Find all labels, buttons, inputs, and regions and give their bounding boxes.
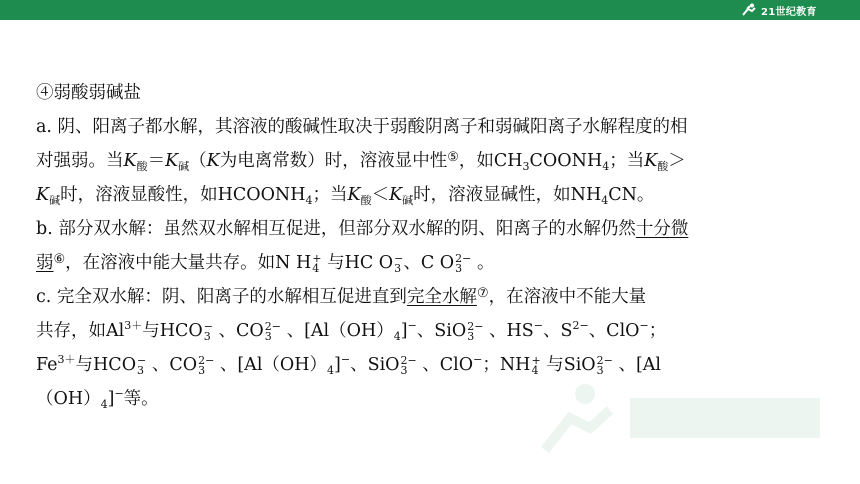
paragraph-a-line-3: $K_碱$时，溶液显酸性，如$HCOONH_4$；当$K_酸<K_碱$时，溶液显碱性，如$NH_4CN$。 <box>36 185 655 207</box>
logo <box>740 2 817 18</box>
top-bar <box>0 0 860 20</box>
paragraph-b-line-1: b. 部分双水解：虽然双水解相互促进，但部分双水解的阴、阳离子的水解仍然十分微 <box>36 219 689 239</box>
runner-icon <box>740 3 758 17</box>
paragraph-c-line-2: 共存，如$Al^{3+}$与HCO − 3 、CO 2− 3 、$[Al(OH)_4]^-$、SiO 2− 3 、HS−、$S^{2-}$、ClO−； <box>36 319 667 343</box>
content <box>36 76 836 416</box>
paragraph-c-line-1: c. 完全双水解：阴、阳离子的水解相互促进直到完全水解⑦，在溶液中不能大量 <box>36 286 647 307</box>
paragraph-b-line-2: 弱⑥，在溶液中能大量共存。如N H + 4 与HC O − 3 、C O 2− 3 。 <box>36 251 495 275</box>
heading: ④弱酸弱碱盐 <box>36 83 141 103</box>
logo-text: 21世纪教育 <box>761 6 817 18</box>
paragraph-c-line-3: $Fe^{3+}$与HCO − 3 、CO 2− 3 、$[Al(OH)_4]^-$、SiO 2− 3 、ClO−；NH + 4 与SiO 2− 3 、[Al <box>36 353 661 377</box>
paragraph-a-line-1: a. 阴、阳离子都水解，其溶液的酸碱性取决于弱酸阴离子和弱碱阳离子水解程度的相 <box>36 117 688 137</box>
paragraph-c-line-4: $(OH)_4]^-$等。 <box>36 387 159 411</box>
paragraph-a-line-2: 对强弱。当$K_酸=K_碱(K$为电离常数）时，溶液显中性⑤，如$CH_3COONH_4$；当$K_酸>$ <box>36 150 686 173</box>
